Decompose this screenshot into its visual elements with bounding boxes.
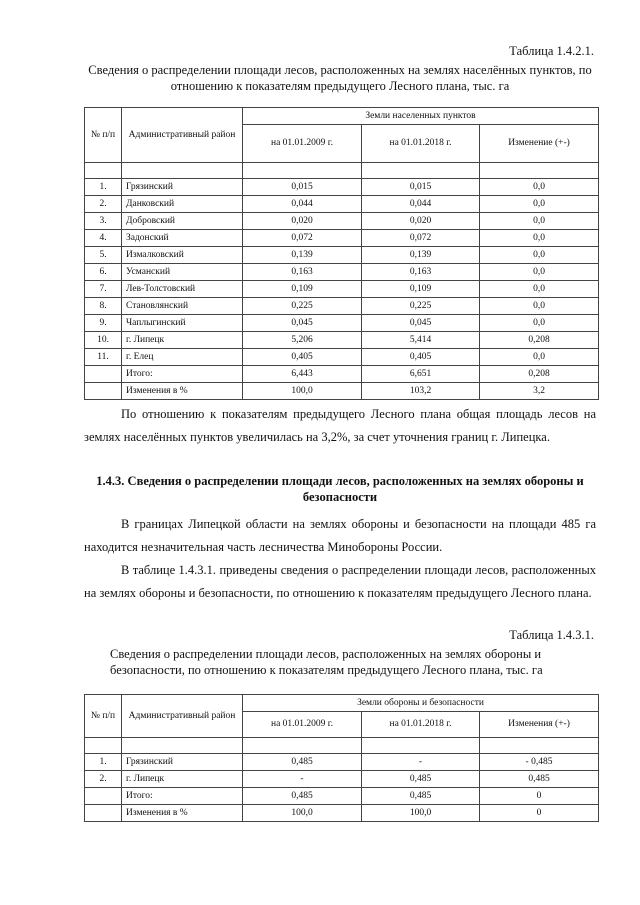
value-2009: -	[243, 771, 362, 788]
row-number: 1.	[85, 179, 122, 196]
table-row	[85, 805, 599, 822]
table-row	[85, 213, 599, 230]
table1-number: Таблица 1.4.2.1.	[509, 44, 594, 58]
table-row	[85, 247, 599, 264]
row-number	[85, 383, 122, 400]
value-2018: 0,015	[362, 179, 480, 196]
table-row	[85, 298, 599, 315]
change-value: 0	[480, 788, 599, 805]
row-number	[85, 788, 122, 805]
district-name: Становлянский	[122, 298, 243, 315]
change-value: 0,0	[480, 281, 599, 298]
table2-header-col3: Изменения (+-)	[480, 712, 599, 738]
district-name: Изменения в %	[122, 383, 243, 400]
table2-header-num: № п/п	[85, 695, 122, 738]
table2-caption: Сведения о распределении площади лесов, расположенных на землях обороны и безопасности, по отношению к показателям предыдущего Лесного плана, тыс. га	[110, 647, 543, 677]
value-2018: 6,651	[362, 366, 480, 383]
district-name: Добровский	[122, 213, 243, 230]
row-number: 2.	[85, 196, 122, 213]
table1-header-col2: на 01.01.2018 г.	[362, 125, 480, 163]
value-2018: 0,485	[362, 788, 480, 805]
value-2018: 5,414	[362, 332, 480, 349]
change-value: 0,0	[480, 298, 599, 315]
value-2009: 0,225	[243, 298, 362, 315]
value-2018: 0,044	[362, 196, 480, 213]
table-row	[85, 366, 599, 383]
table1-caption: Сведения о распределении площади лесов, расположенных на землях населённых пунктов, по отношению к показателям предыдущего Лесного плана, тыс. га	[88, 63, 592, 93]
value-2009: 6,443	[243, 366, 362, 383]
change-value: 0,0	[480, 196, 599, 213]
paragraph-defense-lands: В границах Липецкой области на землях обороны и безопасности на площади 485 га находится незначительная часть лесничества Минобороны России.	[84, 517, 596, 554]
table1-header-group: Земли населенных пунктов	[243, 108, 599, 125]
row-number: 4.	[85, 230, 122, 247]
table-row	[85, 788, 599, 805]
table2-header-district: Административный район	[122, 695, 243, 738]
value-2009: 0,045	[243, 315, 362, 332]
value-2009: 0,015	[243, 179, 362, 196]
change-value: 0,0	[480, 349, 599, 366]
table1-header-num: № п/п	[85, 108, 122, 163]
change-value: 0,208	[480, 366, 599, 383]
table-row	[85, 264, 599, 281]
table-row	[85, 332, 599, 349]
row-number: 6.	[85, 264, 122, 281]
table-row	[85, 754, 599, 771]
change-value: 0,0	[480, 230, 599, 247]
value-2018: 0,139	[362, 247, 480, 264]
row-number: 11.	[85, 349, 122, 366]
district-name: Чаплыгинский	[122, 315, 243, 332]
district-name: Задонский	[122, 230, 243, 247]
paragraph-table-intro: В таблице 1.4.3.1. приведены сведения о распределении площади лесов, расположенных на землях обороны и безопасности, по отношению к показателям предыдущего Лесного плана.	[84, 563, 596, 600]
value-2018: 103,2	[362, 383, 480, 400]
row-number	[85, 366, 122, 383]
change-value: - 0,485	[480, 754, 599, 771]
value-2009: 0,405	[243, 349, 362, 366]
value-2009: 0,109	[243, 281, 362, 298]
table1-header-col3: Изменение (+-)	[480, 125, 599, 163]
table-row	[85, 771, 599, 788]
value-2009: 0,020	[243, 213, 362, 230]
section-heading: 1.4.3. Сведения о распределении площади лесов, расположенных на землях обороны и безопасности	[96, 474, 584, 504]
value-2009: 0,139	[243, 247, 362, 264]
change-value: 0,0	[480, 315, 599, 332]
value-2018: 0,485	[362, 771, 480, 788]
table1-header-col1: на 01.01.2009 г.	[243, 125, 362, 163]
table1	[84, 107, 599, 400]
value-2018: 100,0	[362, 805, 480, 822]
value-2009: 5,206	[243, 332, 362, 349]
row-number: 10.	[85, 332, 122, 349]
value-2018: 0,020	[362, 213, 480, 230]
district-name: г. Липецк	[122, 332, 243, 349]
district-name: Изменения в %	[122, 805, 243, 822]
value-2009: 0,044	[243, 196, 362, 213]
table2-header-group: Земли обороны и безопасности	[243, 695, 599, 712]
change-value: 0,0	[480, 179, 599, 196]
value-2009: 100,0	[243, 383, 362, 400]
table-row	[85, 349, 599, 366]
table-row	[85, 230, 599, 247]
value-2018: 0,045	[362, 315, 480, 332]
district-name: г. Липецк	[122, 771, 243, 788]
change-value: 3,2	[480, 383, 599, 400]
row-number: 5.	[85, 247, 122, 264]
change-value: 0,0	[480, 247, 599, 264]
value-2018: 0,225	[362, 298, 480, 315]
district-name: Итого:	[122, 366, 243, 383]
district-name: Грязинский	[122, 754, 243, 771]
value-2009: 0,485	[243, 788, 362, 805]
table2	[84, 694, 599, 822]
row-number: 2.	[85, 771, 122, 788]
value-2009: 0,072	[243, 230, 362, 247]
paragraph-population-lands: По отношению к показателям предыдущего Лесного плана общая площадь лесов на землях населённых пунктов увеличилась на 3,2%, за счет уточнения границ г. Липецка.	[84, 407, 596, 444]
table-row	[85, 281, 599, 298]
value-2009: 0,485	[243, 754, 362, 771]
table1-header-district: Административный район	[122, 108, 243, 163]
value-2018: 0,163	[362, 264, 480, 281]
row-number	[85, 805, 122, 822]
value-2018: 0,072	[362, 230, 480, 247]
value-2018: 0,405	[362, 349, 480, 366]
district-name: Усманский	[122, 264, 243, 281]
table-row	[85, 196, 599, 213]
row-number: 1.	[85, 754, 122, 771]
district-name: г. Елец	[122, 349, 243, 366]
district-name: Лев-Толстовский	[122, 281, 243, 298]
district-name: Измалковский	[122, 247, 243, 264]
district-name: Итого:	[122, 788, 243, 805]
row-number: 8.	[85, 298, 122, 315]
value-2018: 0,109	[362, 281, 480, 298]
table2-header-col2: на 01.01.2018 г.	[362, 712, 480, 738]
value-2018: -	[362, 754, 480, 771]
table-row	[85, 383, 599, 400]
change-value: 0,485	[480, 771, 599, 788]
row-number: 9.	[85, 315, 122, 332]
change-value: 0,0	[480, 213, 599, 230]
table-row	[85, 315, 599, 332]
change-value: 0,0	[480, 264, 599, 281]
district-name: Данковский	[122, 196, 243, 213]
value-2009: 100,0	[243, 805, 362, 822]
row-number: 7.	[85, 281, 122, 298]
table2-number: Таблица 1.4.3.1.	[509, 628, 594, 642]
district-name: Грязинский	[122, 179, 243, 196]
row-number: 3.	[85, 213, 122, 230]
value-2009: 0,163	[243, 264, 362, 281]
table2-header-col1: на 01.01.2009 г.	[243, 712, 362, 738]
change-value: 0	[480, 805, 599, 822]
change-value: 0,208	[480, 332, 599, 349]
table-row	[85, 179, 599, 196]
